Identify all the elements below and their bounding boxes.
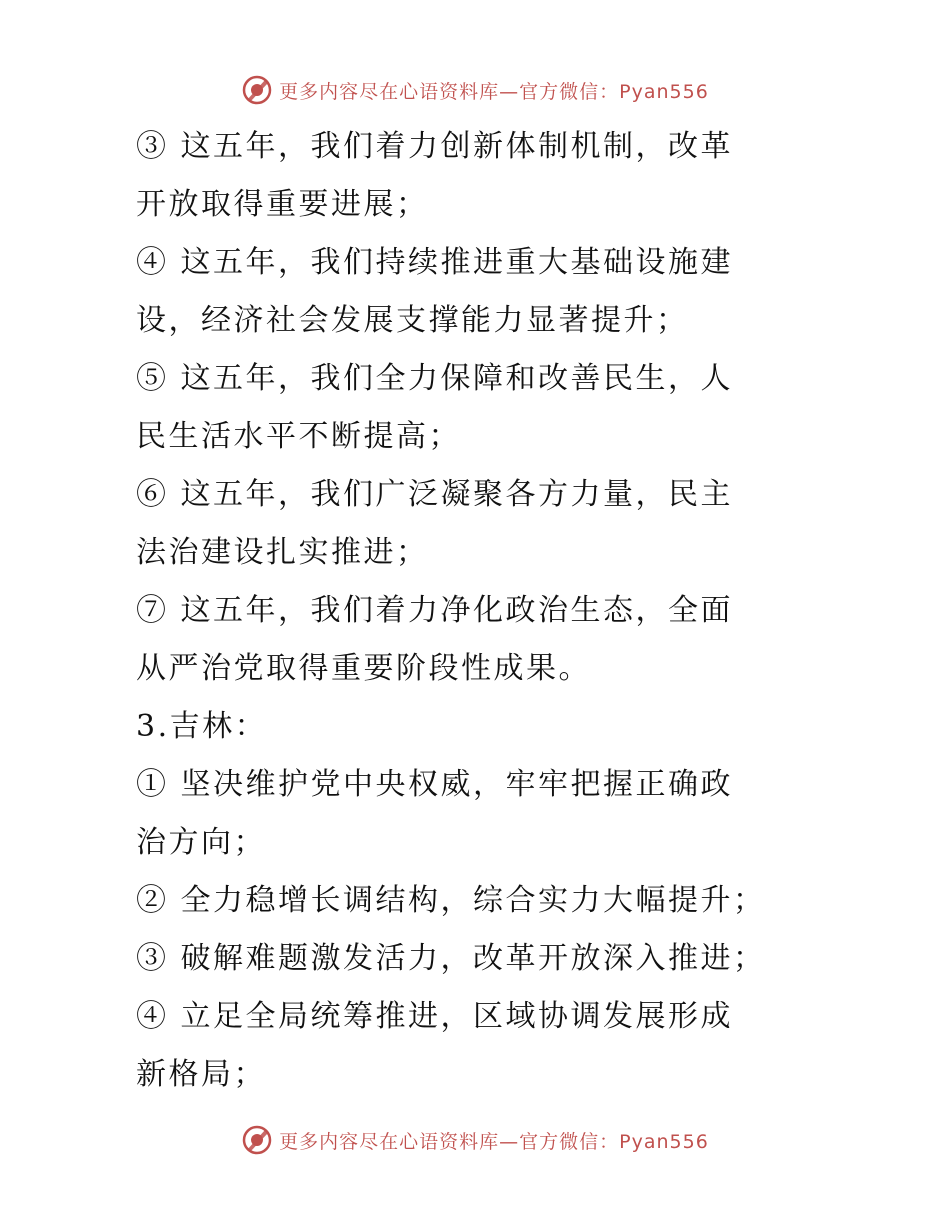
text-line: ⑤ 这五年，我们全力保障和改善民生，人 [136,361,734,396]
section-heading: 3.吉林： [136,709,268,744]
quill-circle-icon [241,1124,273,1156]
text-line: ① 坚决维护党中央权威，牢牢把握正确政 [136,767,734,802]
text-line: ② 全力稳增长调结构，综合实力大幅提升； [136,883,766,918]
header-watermark-banner [0,70,950,110]
document-body [136,118,776,1104]
text-line: 从严治党取得重要阶段性成果。 [136,651,591,686]
text-line: ③ 这五年，我们着力创新体制机制，改革 [136,129,734,164]
text-line: 民生活水平不断提高； [136,419,461,454]
text-line: ③ 破解难题激发活力，改革开放深入推进； [136,941,766,976]
text-line: 新格局； [136,1057,266,1092]
text-line: 法治建设扎实推进； [136,535,429,570]
watermark-text: 更多内容尽在心语资料库—官方微信：Pyan556 [279,80,709,103]
text-line: 设，经济社会发展支撑能力显著提升； [136,303,689,338]
text-line: 治方向； [136,825,266,860]
watermark-text: 更多内容尽在心语资料库—官方微信：Pyan556 [279,1130,709,1153]
text-line: 开放取得重要进展； [136,187,429,222]
quill-circle-icon [241,74,273,106]
text-line: ④ 立足全局统筹推进，区域协调发展形成 [136,999,734,1034]
text-line: ⑦ 这五年，我们着力净化政治生态，全面 [136,593,734,628]
footer-watermark-banner [0,1120,950,1160]
text-line: ④ 这五年，我们持续推进重大基础设施建 [136,245,734,280]
text-line: ⑥ 这五年，我们广泛凝聚各方力量，民主 [136,477,734,512]
